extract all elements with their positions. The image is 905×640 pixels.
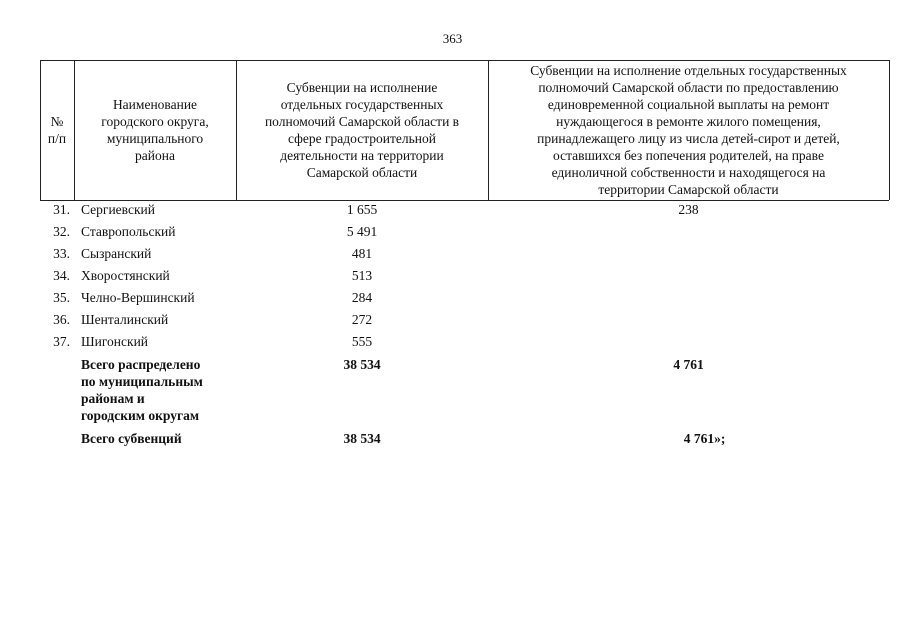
header-text-line: городского округа, [101,114,209,129]
total-distributed-label [81,356,241,424]
district-name: Ставропольский [81,224,176,239]
header-text-line: Субвенции на исполнение [286,80,438,95]
table-row [40,288,889,310]
total-subventions-label: Всего субвенций [81,431,182,446]
value-col-a: 5 491 [346,224,378,239]
district-name: Шенталинский [81,312,169,327]
value-col-a: 284 [351,290,373,305]
column-divider [889,60,890,200]
header-num [40,60,74,200]
table-row [40,266,889,288]
district-name: Шигонский [81,334,149,349]
district-name: Сызранский [81,246,152,261]
value-col-a: 513 [351,268,373,283]
total-subventions-col-b: 4 761»; [683,431,726,446]
label-line: районам и [81,391,145,406]
table-header [40,60,889,200]
label-line: Всего распределено [81,357,201,372]
header-text-line: муниципального [106,131,204,146]
total-distributed-col-b: 4 761 [673,357,704,372]
total-distributed-row [40,356,889,430]
value-col-a: 272 [351,312,373,327]
header-col-b [488,60,889,200]
table-row [40,222,889,244]
table-row [40,244,889,266]
header-text-line: отдельных государственных [280,97,444,112]
row-number: 33. [53,246,70,261]
total-subventions-col-a: 38 534 [343,431,381,446]
header-text-line: № [50,114,64,129]
district-name: Хворостянский [81,268,170,283]
value-col-b: 238 [678,202,699,217]
row-number: 37. [53,334,70,349]
row-number: 31. [53,202,70,217]
header-text-line: Наименование [112,97,198,112]
header-text-line: полномочий Самарской области в [264,114,460,129]
header-text-line: принадлежащего лицу из числа детей-сирот и детей, [537,131,840,146]
row-number: 35. [53,290,70,305]
value-col-a: 555 [351,334,373,349]
row-number: 32. [53,224,70,239]
header-text-line: единовременной социальной выплаты на ремонт [547,97,830,112]
label-line: городским округам [81,408,200,423]
value-col-a: 1 655 [346,202,378,217]
header-text-line: полномочий Самарской области по предоставлению [538,80,839,95]
header-text-line: нуждающегося в ремонте жилого помещения, [556,114,821,129]
row-number: 34. [53,268,70,283]
header-text-line: оставшихся без попечения родителей, на праве [553,148,824,163]
total-distributed-col-a: 38 534 [343,357,381,372]
page-number: 363 [442,31,463,46]
district-name: Челно-Вершинский [81,290,195,305]
value-col-a: 481 [351,246,373,261]
header-text-line: Субвенции на исполнение отдельных государственных [530,63,847,78]
row-number: 36. [53,312,70,327]
label-line: по муниципальным [81,374,203,389]
district-name: Сергиевский [81,202,155,217]
table-row [40,310,889,332]
table-row [40,332,889,354]
table-row [40,200,889,222]
header-text-line: единоличной собственности и находящегося на [551,165,826,180]
table-body [40,200,889,452]
header-text-line: района [135,148,175,163]
header-text-line: территории Самарской области [598,182,779,197]
header-text-line: п/п [47,131,67,146]
header-text-line: сфере градостроительной [287,131,436,146]
header-text-line: деятельности на территории [280,148,444,163]
header-col-a [236,60,488,200]
header-name [74,60,236,200]
total-subventions-row [40,430,889,452]
header-text-line: Самарской области [306,165,418,180]
